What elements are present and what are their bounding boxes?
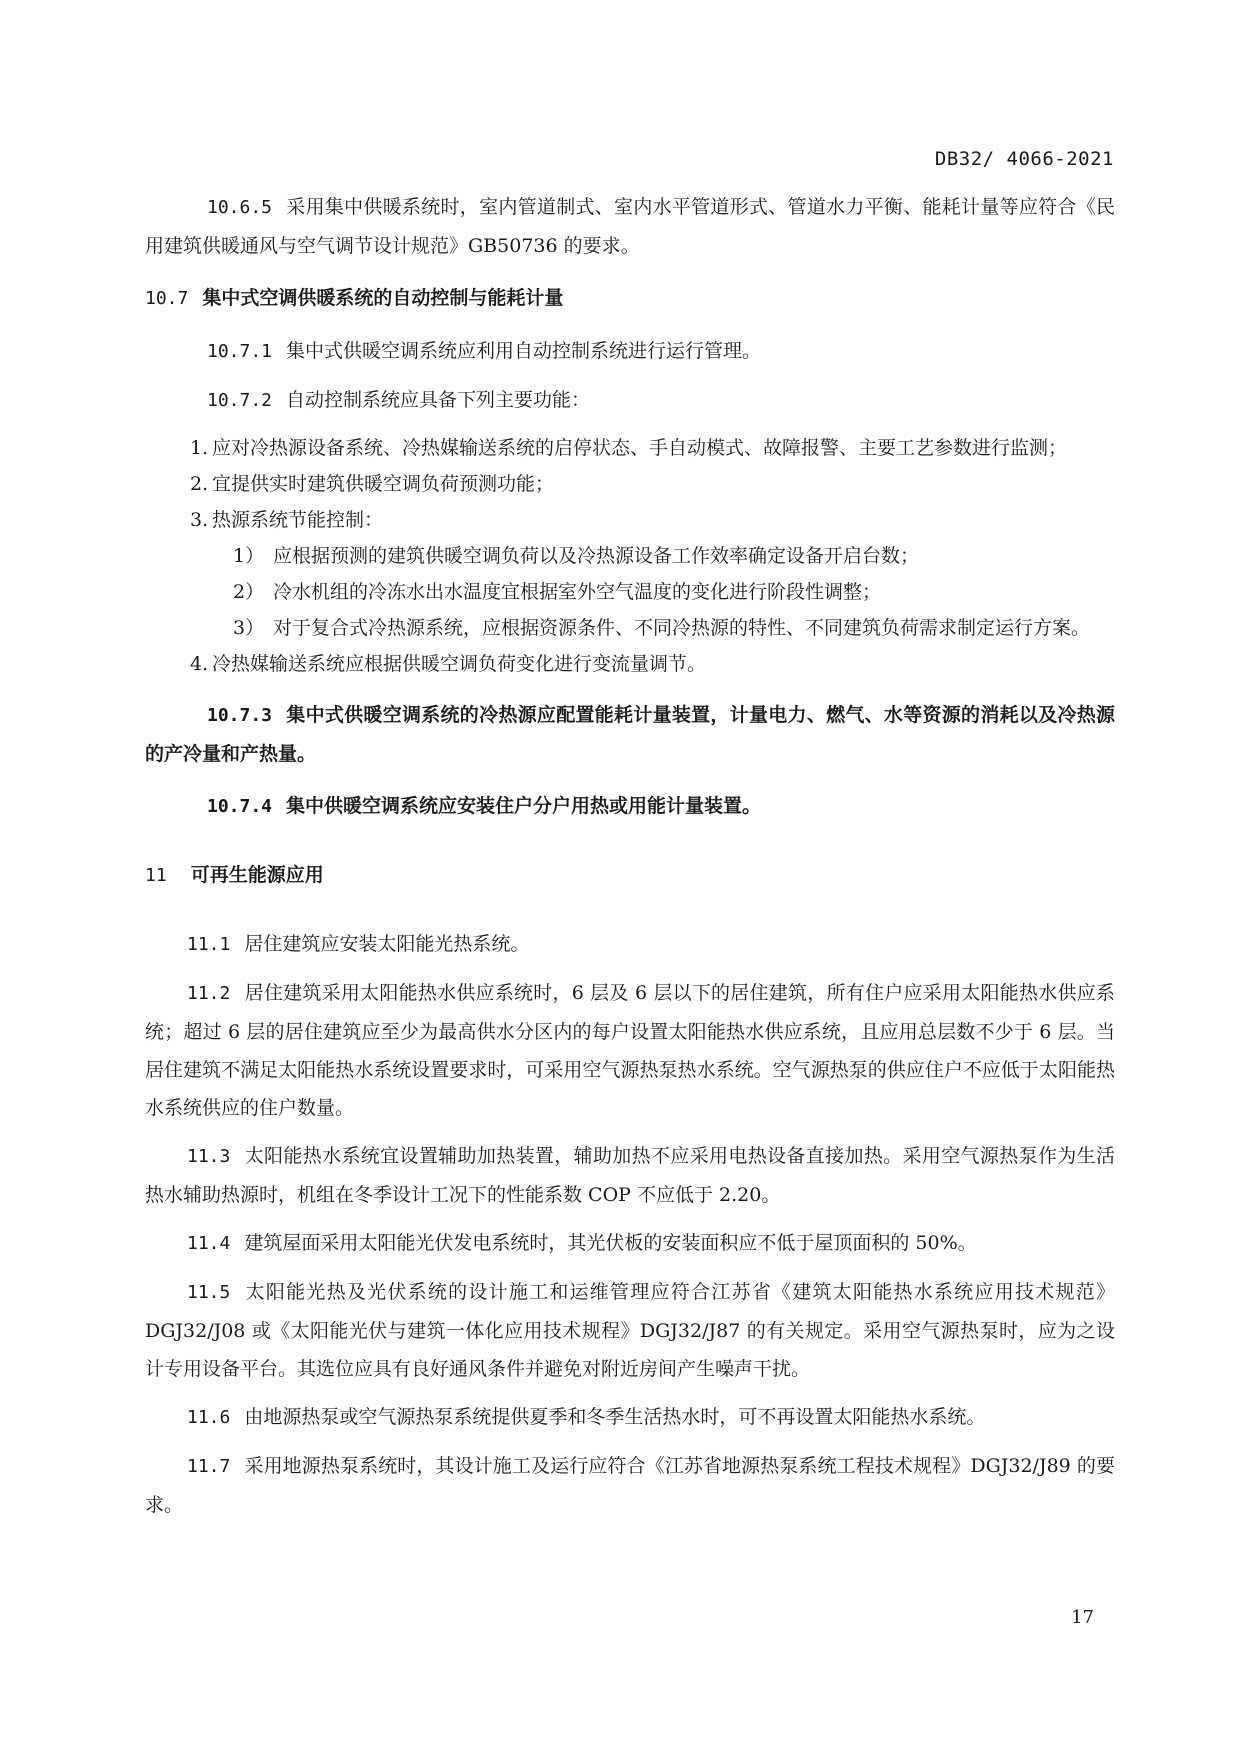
clause-text: 采用集中供暖系统时，室内管道制式、室内水平管道形式、管道水力平衡、能耗计量等应符合《民用建筑供暖通风与空气调节设计规范》GB50736 的要求。 bbox=[145, 196, 1115, 257]
section-title: 集中式空调供暖系统的自动控制与能耗计量 bbox=[202, 287, 564, 309]
clause-11-4 bbox=[145, 1224, 1115, 1263]
clause-number: 11.5 bbox=[187, 1282, 231, 1303]
list-text: 应对冷热源设备系统、冷热媒输送系统的启停状态、手自动模式、故障报警、主要工艺参数进行监测； bbox=[212, 437, 1068, 459]
clause-number: 11.2 bbox=[187, 983, 231, 1004]
list-item-1 bbox=[145, 430, 1115, 466]
clause-11-1 bbox=[145, 925, 1115, 964]
sublist-item-3 bbox=[145, 610, 1115, 646]
clause-text: 采用地源热泵系统时，其设计施工及运行应符合《江苏省地源热泵系统工程技术规程》DGJ32/J89 的要求。 bbox=[145, 1455, 1115, 1516]
clause-text: 自动控制系统应具备下列主要功能： bbox=[286, 389, 591, 411]
clause-text: 建筑屋面采用太阳能光伏发电系统时，其光伏板的安装面积应不低于屋顶面积的 50%。 bbox=[244, 1232, 977, 1254]
clause-number: 10.7.2 bbox=[207, 390, 273, 411]
clause-number: 10.6.5 bbox=[207, 197, 273, 218]
clause-text: 太阳能热水系统宜设置辅助加热装置，辅助加热不应采用电热设备直接加热。采用空气源热泵作为生活热水辅助热源时，机组在冬季设计工况下的性能系数 COP 不应低于 2.20。 bbox=[145, 1145, 1115, 1206]
list-marker: 2. bbox=[190, 473, 209, 495]
clause-number: 11.6 bbox=[187, 1407, 231, 1428]
clause-10-7-2 bbox=[145, 381, 1115, 420]
standard-code: DB32/ 4066-2021 bbox=[934, 148, 1114, 170]
clause-10-7-1 bbox=[145, 332, 1115, 371]
clause-number: 10.7.1 bbox=[207, 341, 273, 362]
clause-text: 居住建筑应安装太阳能光热系统。 bbox=[244, 933, 530, 955]
section-number: 11 bbox=[145, 865, 167, 886]
clause-number: 10.7.4 bbox=[207, 796, 273, 817]
list-item-4 bbox=[145, 646, 1115, 682]
section-heading-11 bbox=[145, 856, 1115, 895]
clause-number: 11.3 bbox=[187, 1146, 231, 1167]
section-title: 可再生能源应用 bbox=[190, 864, 324, 886]
clause-text: 太阳能光热及光伏系统的设计施工和运维管理应符合江苏省《建筑太阳能热水系统应用技术规范》DGJ32/J08 或《太阳能光伏与建筑一体化应用技术规程》DGJ32/J87 的有关规定。采用空气源热泵时，应为之设计专用设备平台。其选位应具有良好通风条件并避免对附近房间产生噪声干扰。 bbox=[145, 1281, 1115, 1380]
clause-text: 由地源热泵或空气源热泵系统提供夏季和冬季生活热水时，可不再设置太阳能热水系统。 bbox=[244, 1406, 986, 1428]
clause-text: 居住建筑采用太阳能热水供应系统时，6 层及 6 层以下的居住建筑，所有住户应采用太阳能热水供应系统；超过 6 层的居住建筑应至少为最高供水分区内的每户设置太阳能热水供应系统，且应用总层数不少于 6 层。当居住建筑不满足太阳能热水系统设置要求时，可采用空气源热泵热水系统。空气源热泵的供应住户不应低于太阳能热水系统供应的住户数量。 bbox=[145, 982, 1115, 1119]
clause-text: 集中式供暖空调系统应利用自动控制系统进行运行管理。 bbox=[286, 340, 762, 362]
section-number: 10.7 bbox=[145, 288, 189, 309]
sublist-marker: 3） bbox=[233, 617, 265, 639]
document-body bbox=[145, 188, 1115, 1524]
clause-number: 10.7.3 bbox=[207, 705, 273, 726]
clause-text: 集中供暖空调系统应安装住户分户用热或用能计量装置。 bbox=[286, 795, 762, 817]
clause-11-7 bbox=[145, 1447, 1115, 1524]
list-item-3 bbox=[145, 502, 1115, 538]
list-marker: 3. bbox=[190, 509, 209, 531]
clause-number: 11.1 bbox=[187, 934, 231, 955]
clause-11-2 bbox=[145, 974, 1115, 1127]
clause-text: 集中式供暖空调系统的冷热源应配置能耗计量装置，计量电力、燃气、水等资源的消耗以及冷热源的产冷量和产热量。 bbox=[145, 704, 1115, 765]
sublist-marker: 2） bbox=[233, 581, 265, 603]
list-marker: 1. bbox=[190, 437, 209, 459]
clause-number: 11.7 bbox=[187, 1456, 231, 1477]
clause-11-5 bbox=[145, 1273, 1115, 1388]
list-text: 热源系统节能控制： bbox=[212, 509, 384, 531]
clause-10-7-4 bbox=[145, 787, 1115, 826]
sublist-item-2 bbox=[145, 574, 1115, 610]
clause-number: 11.4 bbox=[187, 1233, 231, 1254]
sublist-marker: 1） bbox=[233, 545, 265, 567]
clause-11-3 bbox=[145, 1137, 1115, 1214]
list-item-2 bbox=[145, 466, 1115, 502]
list-marker: 4. bbox=[190, 653, 209, 675]
list-text: 宜提供实时建筑供暖空调负荷预测功能； bbox=[212, 473, 555, 495]
sublist-text: 应根据预测的建筑供暖空调负荷以及冷热源设备工作效率确定设备开启台数； bbox=[273, 545, 920, 567]
list-text: 冷热媒输送系统应根据供暖空调负荷变化进行变流量调节。 bbox=[212, 653, 707, 675]
clause-10-6-5 bbox=[145, 188, 1115, 265]
sublist-text: 冷水机组的冷冻水出水温度宜根据室外空气温度的变化进行阶段性调整； bbox=[273, 581, 882, 603]
sublist-text: 对于复合式冷热源系统，应根据资源条件、不同冷热源的特性、不同建筑负荷需求制定运行方案。 bbox=[273, 617, 1091, 639]
page-number: 17 bbox=[1071, 1607, 1094, 1628]
clause-10-7-3 bbox=[145, 696, 1115, 773]
sublist-item-1 bbox=[145, 538, 1115, 574]
section-heading-10-7 bbox=[145, 279, 1115, 318]
clause-11-6 bbox=[145, 1398, 1115, 1437]
